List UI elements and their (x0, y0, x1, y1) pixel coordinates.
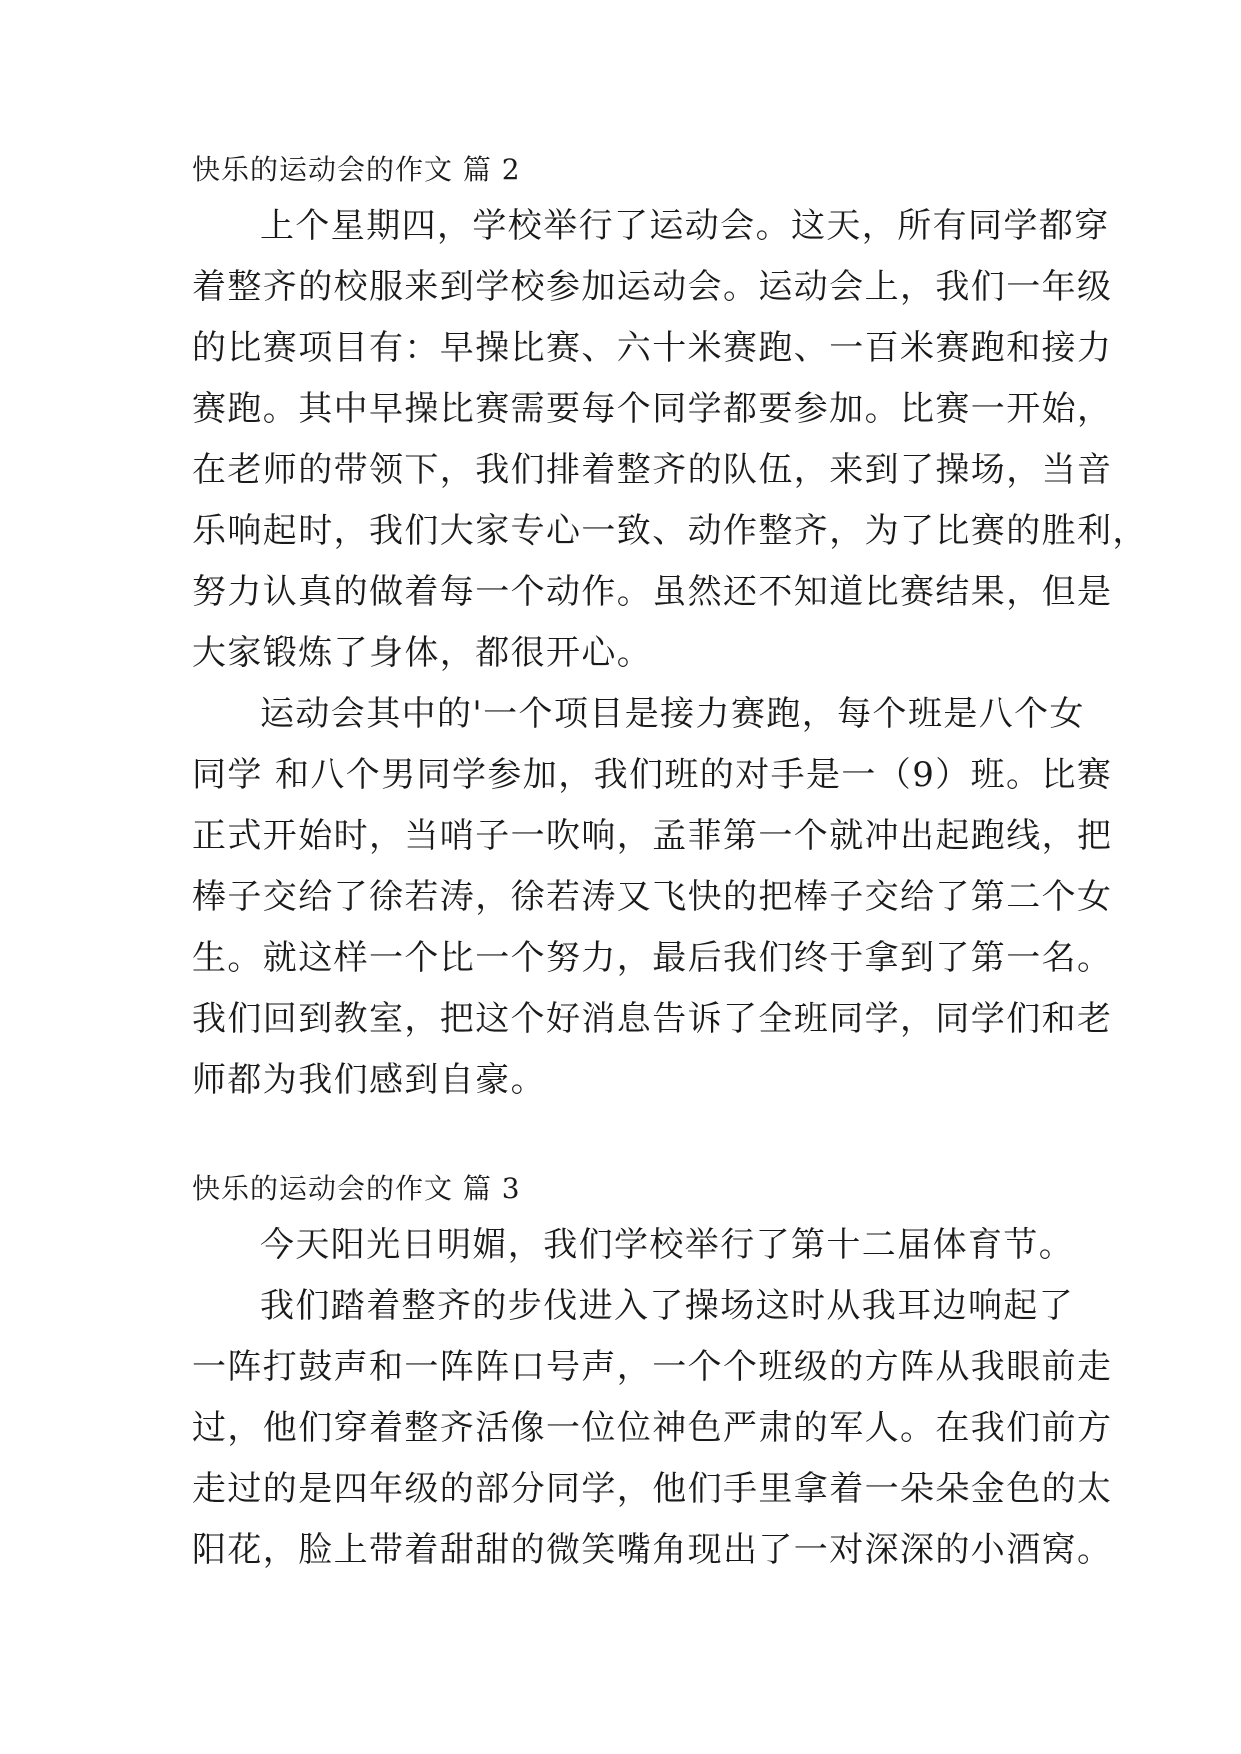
paragraph-line: 过，他们穿着整齐活像一位位神色严肃的军人。在我们前方 (192, 1408, 1113, 1448)
paragraph-line: 的比赛项目有：早操比赛、六十米赛跑、一百米赛跑和接力 (192, 328, 1113, 368)
paragraph-line: 在老师的带领下，我们排着整齐的队伍，来到了操场，当音 (192, 450, 1113, 490)
essay-section-2 (192, 150, 1148, 1111)
paragraph-line: 大家锻炼了身体，都很开心。 (192, 633, 653, 673)
paragraph-line: 努力认真的做着每一个动作。虽然还不知道比赛结果，但是 (192, 572, 1113, 612)
paragraph-line: 生。就这样一个比一个努力，最后我们终于拿到了第一名。 (192, 938, 1113, 978)
section-title: 快乐的运动会的作文 篇 2 (192, 153, 521, 186)
paragraph-line: 乐响起时，我们大家专心一致、动作整齐，为了比赛的胜利， (192, 511, 1148, 551)
paragraph-line: 走过的是四年级的部分同学，他们手里拿着一朵朵金色的太 (192, 1469, 1113, 1509)
paragraph-line: 上个星期四，学校举行了运动会。这天，所有同学都穿 (260, 206, 1110, 246)
paragraph-line: 一阵打鼓声和一阵阵口号声，一个个班级的方阵从我眼前走 (192, 1347, 1113, 1387)
paragraph-line: 阳花，脸上带着甜甜的微笑嘴角现出了一对深深的小酒窝。 (192, 1530, 1113, 1570)
paragraph-line: 着整齐的校服来到学校参加运动会。运动会上，我们一年级 (192, 267, 1113, 307)
paragraph-line: 我们踏着整齐的步伐进入了操场这时从我耳边响起了 (260, 1286, 1075, 1326)
paragraph-line: 赛跑。其中早操比赛需要每个同学都要参加。比赛一开始， (192, 389, 1113, 429)
paragraph-line: 运动会其中的'一个项目是接力赛跑，每个班是八个女 (260, 694, 1085, 734)
paragraph-line: 我们回到教室，把这个好消息告诉了全班同学，同学们和老 (192, 999, 1113, 1039)
paragraph-line: 同学 和八个男同学参加，我们班的对手是一（9）班。比赛 (192, 755, 1113, 795)
paragraph-line: 今天阳光日明媚，我们学校举行了第十二届体育节。 (260, 1225, 1075, 1265)
paragraph-line: 师都为我们感到自豪。 (192, 1060, 546, 1100)
paragraph-line: 正式开始时，当哨子一吹响，孟菲第一个就冲出起跑线，把 (192, 816, 1113, 856)
paragraph-line: 棒子交给了徐若涛，徐若涛又飞快的把棒子交给了第二个女 (192, 877, 1113, 917)
document-page (192, 150, 1148, 1581)
essay-section-3 (192, 1169, 1113, 1581)
section-title: 快乐的运动会的作文 篇 3 (192, 1172, 521, 1205)
